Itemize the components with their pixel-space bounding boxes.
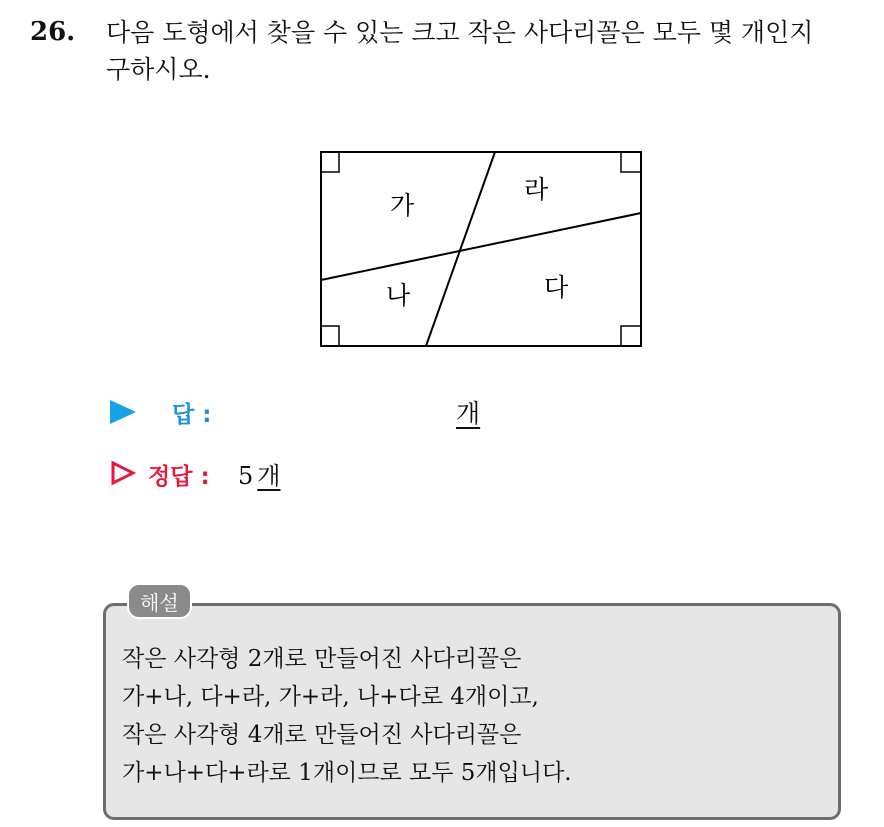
question-text-line: 다음 도형에서 찾을 수 있는 크고 작은 사다리꼴은 모두 몇 개인지: [106, 18, 814, 47]
correct-answer-label: 정답 :: [148, 464, 210, 490]
region-label-na: 나: [386, 281, 411, 310]
outer-rectangle: [321, 152, 641, 346]
question-number: 26.: [30, 17, 76, 47]
explanation-tab: 해설: [127, 583, 192, 619]
answer-row: [110, 396, 610, 430]
explanation-line: 작은 사각형 2개로 만들어진 사다리꼴은: [122, 646, 522, 672]
region-label-da: 다: [544, 273, 569, 302]
rectangle-figure: [310, 142, 650, 354]
question-text: [106, 14, 876, 88]
region-label-ra: 라: [524, 175, 549, 204]
correct-answer-value: [238, 456, 280, 491]
explanation-line: 가+나+다+라로 1개이므로 모두 5개입니다.: [122, 760, 572, 786]
right-angle-mark: [321, 152, 339, 172]
right-angle-mark: [621, 326, 641, 346]
dividing-line: [426, 152, 495, 346]
play-triangle-icon: [110, 400, 136, 424]
correct-answer-row: [110, 458, 610, 492]
answer-unit: 개: [456, 399, 481, 428]
outline-triangle-icon: [110, 460, 136, 486]
explanation-line: 작은 사각형 4개로 만들어진 사다리꼴은: [122, 722, 522, 748]
dividing-line: [321, 213, 641, 280]
explanation-text: [122, 640, 822, 792]
answer-label: 답 :: [172, 402, 212, 428]
right-angle-mark: [321, 326, 339, 346]
region-label-ga: 가: [390, 191, 415, 220]
correct-answer-number: 5: [238, 462, 254, 490]
correct-answer-unit: 개: [257, 462, 281, 490]
question-text-line: 구하시오.: [106, 55, 211, 84]
explanation-line: 가+나, 다+라, 가+라, 나+다로 4개이고,: [122, 684, 539, 710]
right-angle-mark: [621, 152, 641, 172]
